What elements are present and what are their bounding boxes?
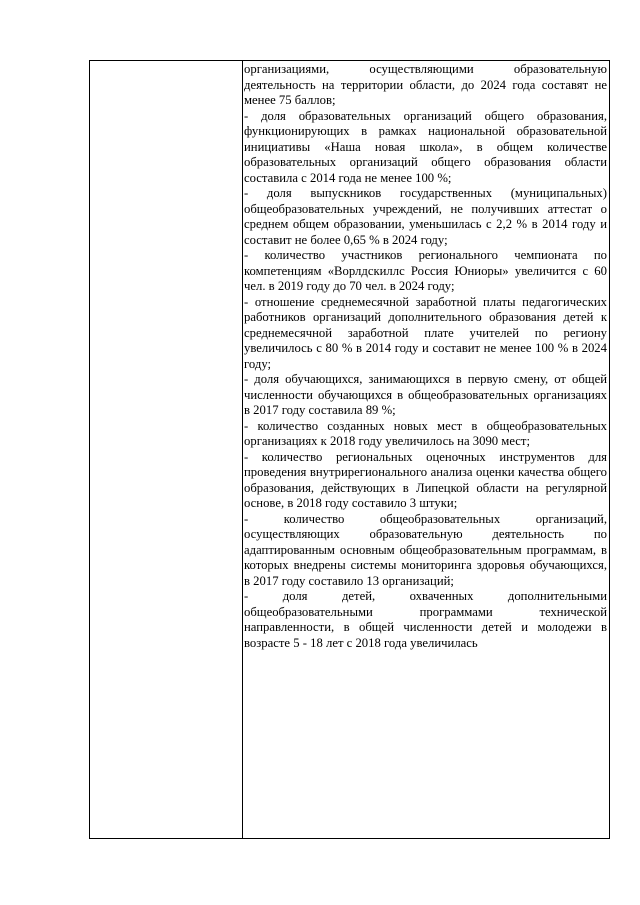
right-cell bbox=[243, 61, 610, 839]
table-row bbox=[90, 61, 610, 839]
left-cell-text bbox=[90, 61, 242, 62]
left-cell bbox=[90, 61, 243, 839]
paragraph-8: - количество региональных оценочных инструментов для проведения внутрирегионального анализа оценки качества общего образования, действующих в Липецкой области на регулярной основе, в 2018 году составило 3 штуки; bbox=[244, 449, 607, 510]
right-cell-text bbox=[243, 61, 609, 651]
paragraph-1: организациями, осуществляющими образовательную деятельность на территории области, до 2024 года составят не менее 75 баллов; bbox=[244, 62, 607, 107]
paragraph-2: - доля образовательных организаций общего образования, функционирующих в рамках национальной образовательной инициативы «Наша новая школа», в общем количестве образовательных организаций общего образования области составила с 2014 года не менее 100 %; bbox=[244, 108, 607, 185]
paragraph-5: - отношение среднемесячной заработной платы педагогических работников организаций дополнительного образования детей к среднемесячной заработной плате учителей по региону увеличилось с 80 % в 2014 году и составит не менее 100 % в 2024 году; bbox=[244, 294, 607, 371]
paragraph-6: - доля обучающихся, занимающихся в первую смену, от общей численности обучающихся в общеобразовательных организациях в 2017 году составила 89 %; bbox=[244, 372, 607, 417]
paragraph-9: - количество общеобразовательных организаций, осуществляющих образовательную деятельность по адаптированным основным общеобразовательным программам, в которых внедрены системы мониторинга здоровья обучающихся, в 2017 году составило 13 организаций; bbox=[244, 511, 607, 588]
document-table bbox=[89, 60, 610, 839]
paragraph-7: - количество созданных новых мест в общеобразовательных организациях к 2018 году увеличилось на 3090 мест; bbox=[244, 418, 607, 448]
paragraph-3: - доля выпускников государственных (муниципальных) общеобразовательных учреждений, не получивших аттестат о среднем общем образовании, уменьшилась с 2,2 % в 2014 году и составит не более 0,65 % в 2024 году; bbox=[244, 186, 607, 247]
paragraph-10: - доля детей, охваченных дополнительными общеобразовательными программами технической направленности, в общей численности детей и молодежи в возрасте 5 - 18 лет с 2018 года увеличилась bbox=[244, 589, 607, 650]
paragraph-4: - количество участников регионального чемпионата по компетенциям «Ворлдскиллс Россия Юниоры» увеличится с 60 чел. в 2019 году до 70 чел. в 2024 году; bbox=[244, 248, 607, 293]
